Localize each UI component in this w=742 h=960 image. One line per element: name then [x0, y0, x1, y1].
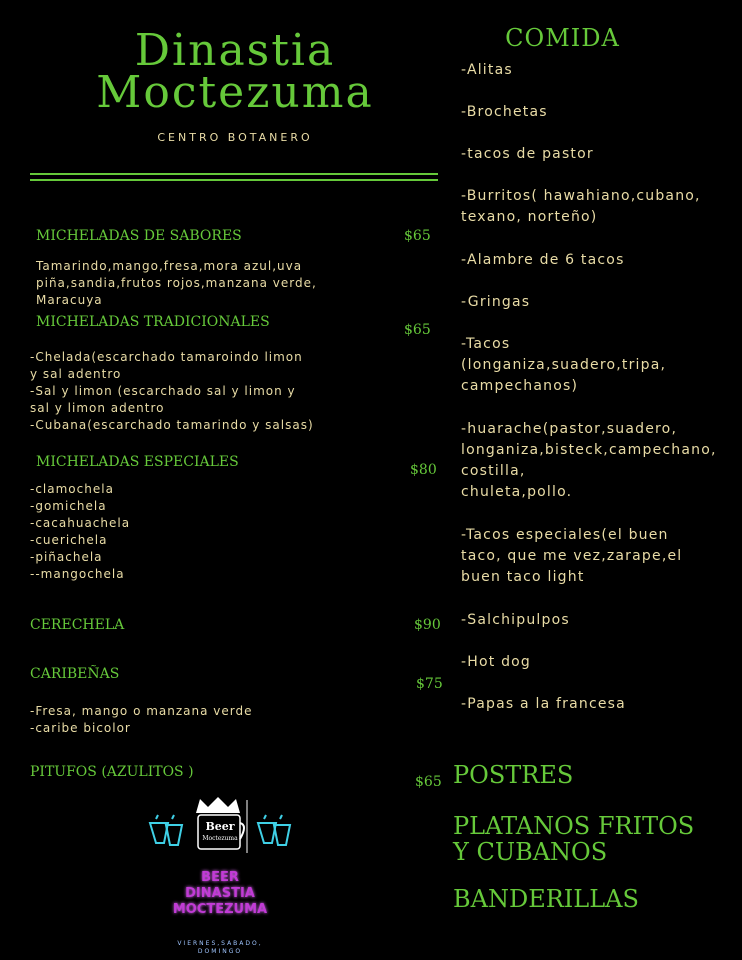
schedule-days: VIERNES,SABADO, DOMINGO [177, 940, 263, 955]
drink-title: MICHELADAS DE SABORES [36, 228, 242, 244]
logo-line: MOCTEZUMA [172, 902, 268, 917]
drink-title: MICHELADAS TRADICIONALES [36, 314, 270, 330]
brand-line-1: Dinastia [134, 25, 336, 76]
food-item: -huarache(pastor,suadero, longaniza,bisteck,campechano, costilla, chuleta,pollo. [461, 421, 717, 500]
dessert-item: BANDERILLAS [453, 885, 639, 913]
desc-line: -gomichela [30, 499, 107, 513]
food-item: -tacos de pastor [461, 146, 594, 162]
desc-line: -Cubana(escarchado tamarindo y salsas) [30, 418, 314, 432]
desc-line: -Fresa, mango o manzana verde [30, 704, 253, 718]
divider-bottom [30, 179, 438, 181]
food-item: -Brochetas [461, 104, 548, 120]
divider-top [30, 173, 438, 175]
postres-title: POSTRES [453, 761, 574, 789]
desc-line: -cacahuachela [30, 516, 131, 530]
drink-price: $65 [415, 774, 442, 790]
desc-line: piña,sandia,frutos rojos,manzana verde, [36, 276, 317, 290]
food-item: -Gringas [461, 294, 531, 310]
desc-line: Tamarindo,mango,fresa,mora azul,uva [36, 259, 303, 273]
brand-line-2: Moctezuma [96, 67, 374, 118]
beer-logo [148, 795, 298, 855]
badge-text: Beer [205, 820, 235, 833]
drink-price: $75 [416, 676, 443, 692]
desc-line: -cuerichela [30, 533, 108, 547]
drink-title: MICHELADAS ESPECIALES [36, 454, 239, 470]
desc-line: Maracuya [36, 293, 103, 307]
logo-wordmark [150, 870, 290, 918]
food-item: -Salchipulpos [461, 612, 570, 628]
drink-price: $80 [410, 462, 437, 478]
drink-price: $65 [404, 228, 431, 244]
drink-title: CERECHELA [30, 617, 125, 633]
drink-description [30, 481, 130, 583]
logo-line: BEER [201, 870, 239, 885]
badge-subtext: Moctezuma [202, 835, 238, 842]
desc-line: -caribe bicolor [30, 721, 131, 735]
drink-price: $65 [404, 322, 431, 338]
desc-line: --mangochela [30, 567, 125, 581]
drink-description [30, 703, 253, 737]
brand-title [40, 25, 430, 118]
desc-line: -Chelada(escarchado tamaroindo limon [30, 350, 303, 364]
food-item: -Alambre de 6 tacos [461, 252, 625, 268]
food-item: -Tacos (longaniza,suadero,tripa, campechanos) [461, 336, 667, 394]
beer-glasses-right-icon [258, 815, 290, 845]
desc-line: -clamochela [30, 482, 114, 496]
food-item: -Hot dog [461, 654, 532, 670]
drink-description [30, 349, 314, 434]
food-item: -Tacos especiales(el buen taco, que me vez,zarape,el buen taco light [461, 527, 683, 585]
crown-icon [196, 797, 240, 813]
subtitle: CENTRO BOTANERO [157, 131, 313, 144]
dessert-item: PLATANOS FRITOS Y CUBANOS [453, 812, 695, 866]
drink-title: CARIBEÑAS [30, 666, 120, 682]
food-item: -Alitas [461, 62, 513, 78]
drink-price: $90 [414, 617, 441, 633]
logo-line: DINASTIA [185, 886, 255, 901]
logo-badge-text [200, 821, 240, 845]
desc-line: sal y limon adentro [30, 401, 165, 415]
food-item: -Burritos( hawahiano,cubano, texano, norteño) [461, 188, 701, 225]
beer-glasses-left-icon [150, 815, 182, 845]
desc-line: -Sal y limon (escarchado sal y limon y [30, 384, 296, 398]
desc-line: -piñachela [30, 550, 103, 564]
desc-line: y sal adentro [30, 367, 122, 381]
comida-title: COMIDA [505, 24, 620, 52]
drink-title: PITUFOS (AZULITOS ) [30, 764, 194, 780]
drink-description [36, 258, 317, 309]
food-item: -Papas a la francesa [461, 696, 626, 712]
